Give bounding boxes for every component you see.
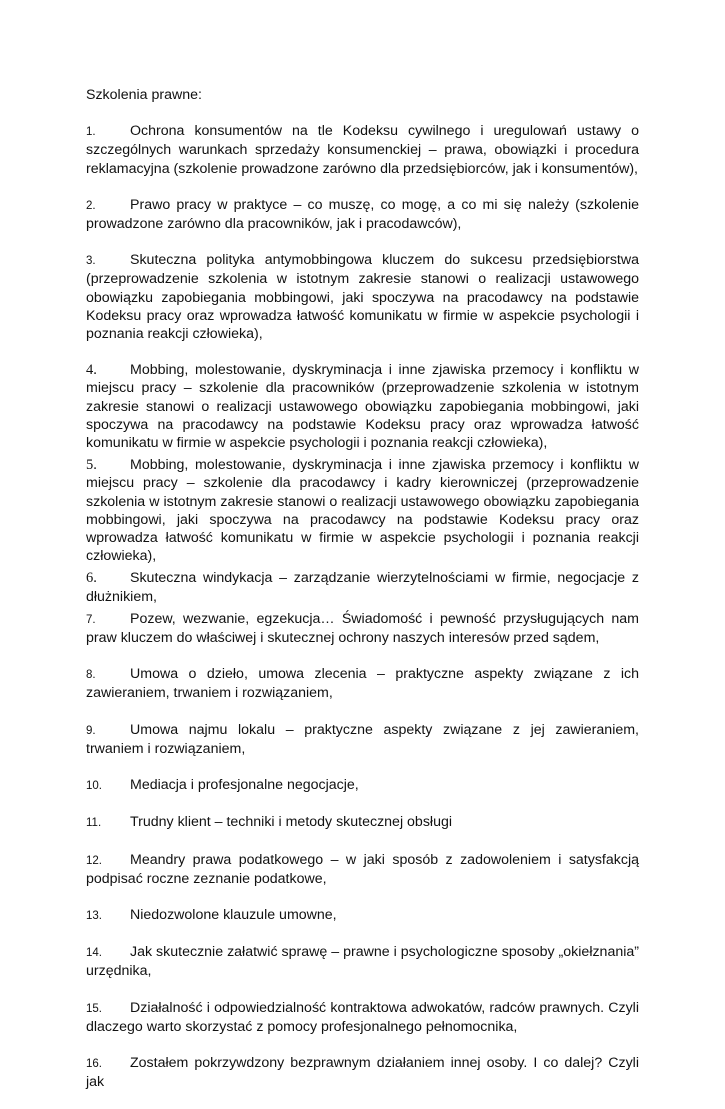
document-heading: Szkolenia prawne: (86, 87, 202, 103)
list-item (86, 1054, 639, 1091)
item-number: 2. (86, 199, 96, 212)
item-text: Meandry prawa podatkowego – w jaki sposób z zadowoleniem i satysfakcją podpisać roczne zeznanie podatkowe, (86, 851, 639, 887)
item-text: Działalność i odpowiedzialność kontraktowa adwokatów, radców prawnych. Czyli dlaczego warto skorzystać z pomocy profesjonalnego pełnomocnika, (86, 999, 639, 1035)
list-item (86, 906, 639, 925)
item-text: Skuteczna windykacja – zarządzanie wierzytelnościami w firmie, negocjacje z dłużnikiem, (86, 570, 639, 605)
item-number: 12. (86, 854, 102, 867)
list-item (86, 196, 639, 233)
item-text: Ochrona konsumentów na tle Kodeksu cywilnego i uregulowań ustawy o szczególnych warunkach sprzedaży konsumenckiej – prawa, obowiązki i procedura reklamacyjna (szkolenie prowadzone zarówno dla przedsiębiorców, jak i konsumentów), (86, 123, 639, 177)
list-item (86, 665, 639, 702)
list-item (86, 361, 639, 452)
item-number: 16. (86, 1057, 102, 1070)
list-item (86, 569, 639, 605)
item-number: 11. (86, 817, 102, 830)
item-number: 9. (86, 724, 96, 737)
list-item (86, 610, 639, 647)
item-text: Umowa o dzieło, umowa zlecenia – praktyczne aspekty związane z ich zawieraniem, trwaniem i rozwiązaniem, (86, 666, 639, 702)
item-text: Jak skutecznie załatwić sprawę – prawne i psychologiczne sposoby „okiełznania” urzędnika, (86, 944, 639, 980)
item-number: 4. (86, 362, 97, 379)
item-text: Niedozwolone klauzule umowne, (130, 906, 337, 923)
item-text: Trudny klient – techniki i metody skutecznej obsługi (130, 814, 453, 831)
list-item (86, 122, 639, 178)
item-text: Skuteczna polityka antymobbingowa kluczem do sukcesu przedsiębiorstwa (przeprowadzenie szkolenia w istotnym zakresie stanowi o realizacji ustawowego obowiązku zapobiegania mobbingowi, jaki spoczywa na pracodawcy na podstawie Kodeksu pracy oraz wprowadza łatwość komunikatu w firmie w aspekcie psychologii i poznania reakcji człowieka), (86, 252, 639, 343)
item-number: 13. (86, 909, 102, 922)
list-item (86, 251, 639, 343)
item-text: Mediacja i profesjonalne negocjacje, (130, 777, 359, 794)
item-number: 14. (86, 947, 102, 960)
item-number: 8. (86, 669, 96, 682)
list-item (86, 456, 639, 565)
item-number: 3. (86, 255, 96, 268)
item-number: 1. (86, 126, 96, 139)
item-number: 15. (86, 1002, 102, 1015)
list-item (86, 813, 639, 832)
list-item (86, 943, 639, 980)
item-number: 7. (86, 613, 96, 626)
list-item (86, 721, 639, 758)
item-text: Mobbing, molestowanie, dyskryminacja i inne zjawiska przemocy i konfliktu w miejscu pracy – szkolenie dla pracodawcy i kadry kierowniczej (przeprowadzenie szkolenia w istotnym zakresie stanowi o realizacji ustawowego obowiązku zapobiegania mobbingowi, jaki spoczywa na pracodawcy na podstawie Kodeksu pracy oraz wprowadza łatwość komunikatu w firmie w aspekcie psychologii i poznania reakcji człowieka), (86, 457, 639, 565)
item-number: 10. (86, 780, 102, 793)
item-text: Prawo pracy w praktyce – co muszę, co mogę, a co mi się należy (szkolenie prowadzone zarówno dla pracowników, jak i pracodawców), (86, 196, 639, 233)
item-text: Pozew, wezwanie, egzekucja… Świadomość i pewność przysługujących nam praw kluczem do właściwej i skutecznej ochrony naszych interesów przed sądem, (86, 610, 639, 647)
document-page (86, 86, 639, 1109)
list-item (86, 851, 639, 888)
list-item (86, 999, 639, 1036)
list-item (86, 776, 639, 795)
item-text: Umowa najmu lokalu – praktyczne aspekty związane z jej zawieraniem, trwaniem i rozwiązaniem, (86, 721, 639, 757)
item-text: Zostałem pokrzywdzony bezprawnym działaniem innej osoby. I co dalej? Czyli jak (86, 1054, 639, 1091)
item-number: 6. (86, 570, 97, 587)
item-number: 5. (86, 457, 97, 474)
item-text: Mobbing, molestowanie, dyskryminacja i inne zjawiska przemocy i konfliktu w miejscu pracy – szkolenie dla pracowników (przeprowadzenie szkolenia w istotnym zakresie stanowi o realizacji ustawowego obowiązku zapobiegania mobbingowi, jaki spoczywa na pracodawcy na podstawie Kodeksu pracy oraz wprowadza łatwość komunikatu w firmie w aspekcie psychologii i poznania reakcji człowieka), (86, 362, 639, 452)
